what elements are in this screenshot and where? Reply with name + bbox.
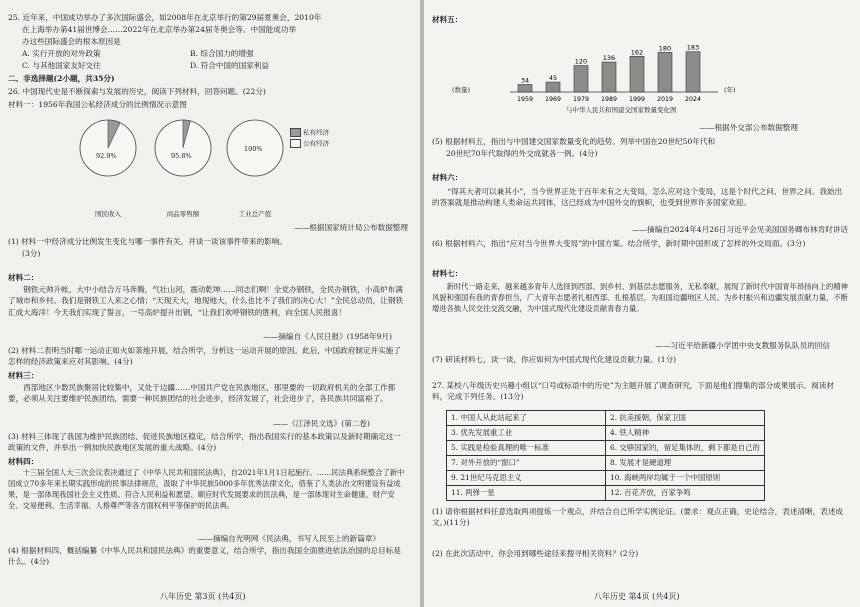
q26-1-line2: (3分) xyxy=(22,249,41,258)
q25-option-a: A. 实行开放的对外政策 xyxy=(22,49,101,58)
x-tick-label: 1989 xyxy=(600,96,618,103)
bar-value-label: 136 xyxy=(602,54,616,63)
table-row xyxy=(447,411,765,426)
material-6-title: 材料六： xyxy=(432,173,463,182)
q26-3: (3) 材料三体现了我国为维护民族团结、促进民族地区稳定，结合所学，指出我国实行的基本政策以及新时期确定这一政策的文件，并举出一例加快民族地区发展的重大战略。(4分) xyxy=(8,432,401,453)
q26-1-line1: (1) 材料一中经济成分比例发生变化与哪一事件有关，并谈一谈该事件带来的影响。 xyxy=(8,237,287,246)
legend-swatch-private xyxy=(290,128,301,137)
material-6-source: ——摘编自2024年4月26日习近平会见美国国务卿布林肯时讲话 xyxy=(631,225,848,234)
x-tick-label: 1969 xyxy=(544,96,562,103)
table-cell: 12. 百花齐放，百家争鸣 xyxy=(606,486,765,501)
material-1-source: ——根据国家统计局公布数据整理 xyxy=(294,223,408,232)
page-3-footer: 八年历史 第3页 (共4页) xyxy=(160,592,246,601)
q27-intro: 27. 某校八年级历史兴趣小组以“口号或标语中的历史”为主题开展了调查研究，下面是他们搜集的部分成果展示。阅读材料，完成下列任务。(13分) xyxy=(432,381,834,402)
slogans-table xyxy=(446,410,765,501)
pie-2-value: 95.8% xyxy=(171,152,192,160)
table-cell: 8. 发展才是硬道理 xyxy=(606,456,765,471)
material-5-source: ——根据外交部公布数据整理 xyxy=(699,123,798,132)
material-2-text: 钢铁元帅升帐，大中小结合万马奔腾，气壮山河，震动乾坤……同志们啊！全党办钢铁，全民办钢铁，小高炉布满了城市和乡村。我们是钢铁工人来之心情；“天现天大，地现地大，什么也比不了我们的决心大！”全民总动员，让钢铁汇成大海洋！今天我们实现了誓言，一号高炉提升出钢，“让我们欢呼钢铁的胜利，向全国人民报喜！ xyxy=(8,285,404,317)
bars-group xyxy=(517,44,701,103)
q26-intro: 26. 中国现代史是不断探索与发展的历史，阅读下列材料，回答问题。(22分) xyxy=(8,87,266,96)
pie-national-income xyxy=(80,120,136,176)
page-4-footer: 八年历史 第4页 (共4页) xyxy=(594,592,680,601)
material-3-title: 材料三： xyxy=(8,371,39,380)
x-tick-label: 1979 xyxy=(572,96,590,103)
bar-2019 xyxy=(658,52,672,92)
table-row xyxy=(447,456,765,471)
q26-6: (6) 根据材料六，指出“应对当今世界大变局”的中国方案。结合所学，新时期中国形成了怎样的外交局面。(3分) xyxy=(432,239,806,248)
bar-1959 xyxy=(518,85,532,92)
material-6-text: “得其大者可以兼其小”，当今世界正处于百年未有之大变局，怎么应对这个变局，这是个时代之问、世界之问。我始出的答案就是推动构建人类命运共同体，这已经成为中国外交的旗帜，也受到世界许多国家欢迎。 xyxy=(432,187,843,208)
pie-3-caption: 工业总产值 xyxy=(238,210,272,218)
x-tick-label: 1959 xyxy=(516,96,534,103)
legend-public xyxy=(290,139,329,149)
pie-1-value: 92.9% xyxy=(96,152,117,160)
bar-1979 xyxy=(574,66,588,92)
q25-line2: 在上海举办第41届世博会……2022年在北京举办第24届冬奥会等。中国能成功举 xyxy=(22,25,297,34)
q26-7: (7) 研读材料七，谈一谈，你应如何为中国式现代化建设贡献力量。(1分) xyxy=(432,355,677,364)
pie-3-value: 100% xyxy=(244,145,263,153)
x-tick-label: 1999 xyxy=(628,96,646,103)
material-2-source: ——摘编自《人民日报》(1958年9月) xyxy=(263,332,392,341)
q27-2: (2) 在此次活动中，你会用到哪些途径来搜寻相关资料？(2分) xyxy=(432,549,639,558)
table-cell: 2. 抗美援朝，保家卫国 xyxy=(606,411,765,426)
pie-retail-sales xyxy=(155,120,211,176)
chart-title: 与中华人民共和国建交国家数量变化图 xyxy=(566,106,677,114)
table-cell: 6. 交够国家的，留足集体的，剩下都是自己的 xyxy=(606,441,765,456)
q26-5-line2: 20世纪70年代取得的外交成就各一例。(4分) xyxy=(446,149,598,158)
material-7-source: ——习近平给新疆小学团中央支教服务队队员的回信 xyxy=(655,341,830,350)
q25-option-d: D. 符合中国的国家利益 xyxy=(190,61,269,70)
material-3-source: ——《江泽民文选》(第二卷) xyxy=(272,419,370,428)
bar-value-label: 45 xyxy=(548,74,558,83)
material-4-text: 十三届全国人大三次会议表决通过了《中华人民共和国民法典》，自2021年1月1日起施行。……民法典系统整合了新中国成立70多年来长期实践形成的民事法律规范，汲取了中华民族5000多年优秀法律文化，借鉴了人类法治文明建设有益成果，是一部体现我国社会主义性质、符合人民利益和愿望、顺应时代发展要求的民法典，是一部体现对生命健康、财产安全、交易便利、生活幸福、人格尊严等各方面权利平等保护的民法典。 xyxy=(8,468,405,510)
table-cell: 10. 海峡两岸均属于一个中国原则 xyxy=(606,471,765,486)
table-row xyxy=(447,471,765,486)
material-1-title: 材料一：1956年我国公私经济成分的比例情况示意图 xyxy=(8,100,187,109)
bar-1999 xyxy=(630,56,644,92)
q26-2: (2) 材料二表明当时哪一运动正如火如荼地开展，结合所学，分析这一运动开展的原因。此后，中国政府制定并实施了怎样的经济政策来应对其影响。(4分) xyxy=(8,346,401,367)
table-cell: 7. 对外开放的“窗口” xyxy=(447,456,606,471)
chart-x-label: (年) xyxy=(724,86,736,94)
table-cell: 11. 两弹一星 xyxy=(447,486,606,501)
exam-page-right xyxy=(424,0,860,607)
chart-y-label: (数量) xyxy=(452,86,471,94)
bar-value-label: 180 xyxy=(658,44,672,53)
material-3-text: 西部地区少数民族聚居比较集中，又处于边疆……中国共产党在民族地区，那里要的一切政府机关的全部工作都要，必须从关注要维护民族团结，需要一种民族团结的社会进步，经济发展了，社会进步了，各民族共同富裕了。 xyxy=(8,383,396,404)
bar-value-label: 162 xyxy=(630,48,644,57)
table-cell: 3. 优先发展重工业 xyxy=(447,426,606,441)
q27-1: (1) 请你根据材料任意选取两项提炼一个观点，并结合自己所学实例论证。(要求：观点正确，史论结合，表述清晰，表述成文。)(11分) xyxy=(432,507,844,528)
table-cell: 4. 铁人精神 xyxy=(606,426,765,441)
bar-value-label: 34 xyxy=(520,76,530,85)
table-row xyxy=(447,486,765,501)
bar-1989 xyxy=(602,62,616,92)
legend-label-public: 公有经济 xyxy=(303,139,330,148)
material-4-title: 材料四： xyxy=(8,457,39,466)
q25-option-c: C. 与其他国家友好交往 xyxy=(22,61,101,70)
pie-2-caption: 商品零售额 xyxy=(166,210,200,218)
q25-option-b: B. 综合国力的增强 xyxy=(190,49,254,58)
table-row xyxy=(447,441,765,456)
legend-private xyxy=(290,128,329,138)
table-cell: 1. 中国人从此站起来了 xyxy=(447,411,606,426)
bar-1969 xyxy=(546,82,560,92)
exam-page-left xyxy=(0,0,420,607)
table-cell: 9. 21世纪马克思主义 xyxy=(447,471,606,486)
bar-2024 xyxy=(686,52,700,92)
q26-5-line1: (5) 根据材料五，指出与中国建交国家数量变化的趋势。列举中国在20世纪50年代和 xyxy=(432,137,716,146)
x-tick-label: 2019 xyxy=(656,96,674,103)
legend-label-private: 私有经济 xyxy=(303,128,330,137)
q25-line1: 25. 近年来，中国成功举办了多次国际盛会，如2008年在北京举行的第29届夏奥会，2010年 xyxy=(8,13,322,22)
section-2-heading: 二、非选择题(2小题，共35分) xyxy=(8,74,115,83)
material-2-title: 材料二： xyxy=(8,273,39,282)
table-cell: 5. 实践是检验真理的唯一标准 xyxy=(447,441,606,456)
table-row xyxy=(447,426,765,441)
q26-4: (4) 根据材料四，概括编纂《中华人民共和国民法典》的重要意义，结合所学，指出我国全面推进依法治国的总目标是什么。(4分) xyxy=(8,546,401,567)
bar-value-label: 120 xyxy=(574,57,588,66)
material-4-source: ——摘编自光明网《民法典，书写人民至上的新篇章》 xyxy=(197,534,380,543)
legend-swatch-public xyxy=(290,139,301,148)
bar-value-label: 183 xyxy=(686,43,700,52)
material-7-text: 新时代一路走来，越来越多青年人选择到西部、到乡村、到基层志愿服务，无私奉献，展现了新时代中国青年昂扬向上的精神风貌和强国有我的青春担当，广大青年志愿者扎根西部、扎根基层，为祖国边疆地区人民、为乡村振兴和边疆发展贡献力量，不断增进各族人民交往交流交融，为中国式现代化建设贡献青春力量。 xyxy=(432,282,848,313)
pie-1-caption: 国民收入 xyxy=(95,210,121,218)
x-tick-label: 2024 xyxy=(684,96,702,103)
material-7-title: 材料七： xyxy=(432,269,463,278)
material-5-title: 材料五： xyxy=(432,15,463,24)
q25-line3: 办这些国际盛会的根本原因是 xyxy=(22,37,121,46)
